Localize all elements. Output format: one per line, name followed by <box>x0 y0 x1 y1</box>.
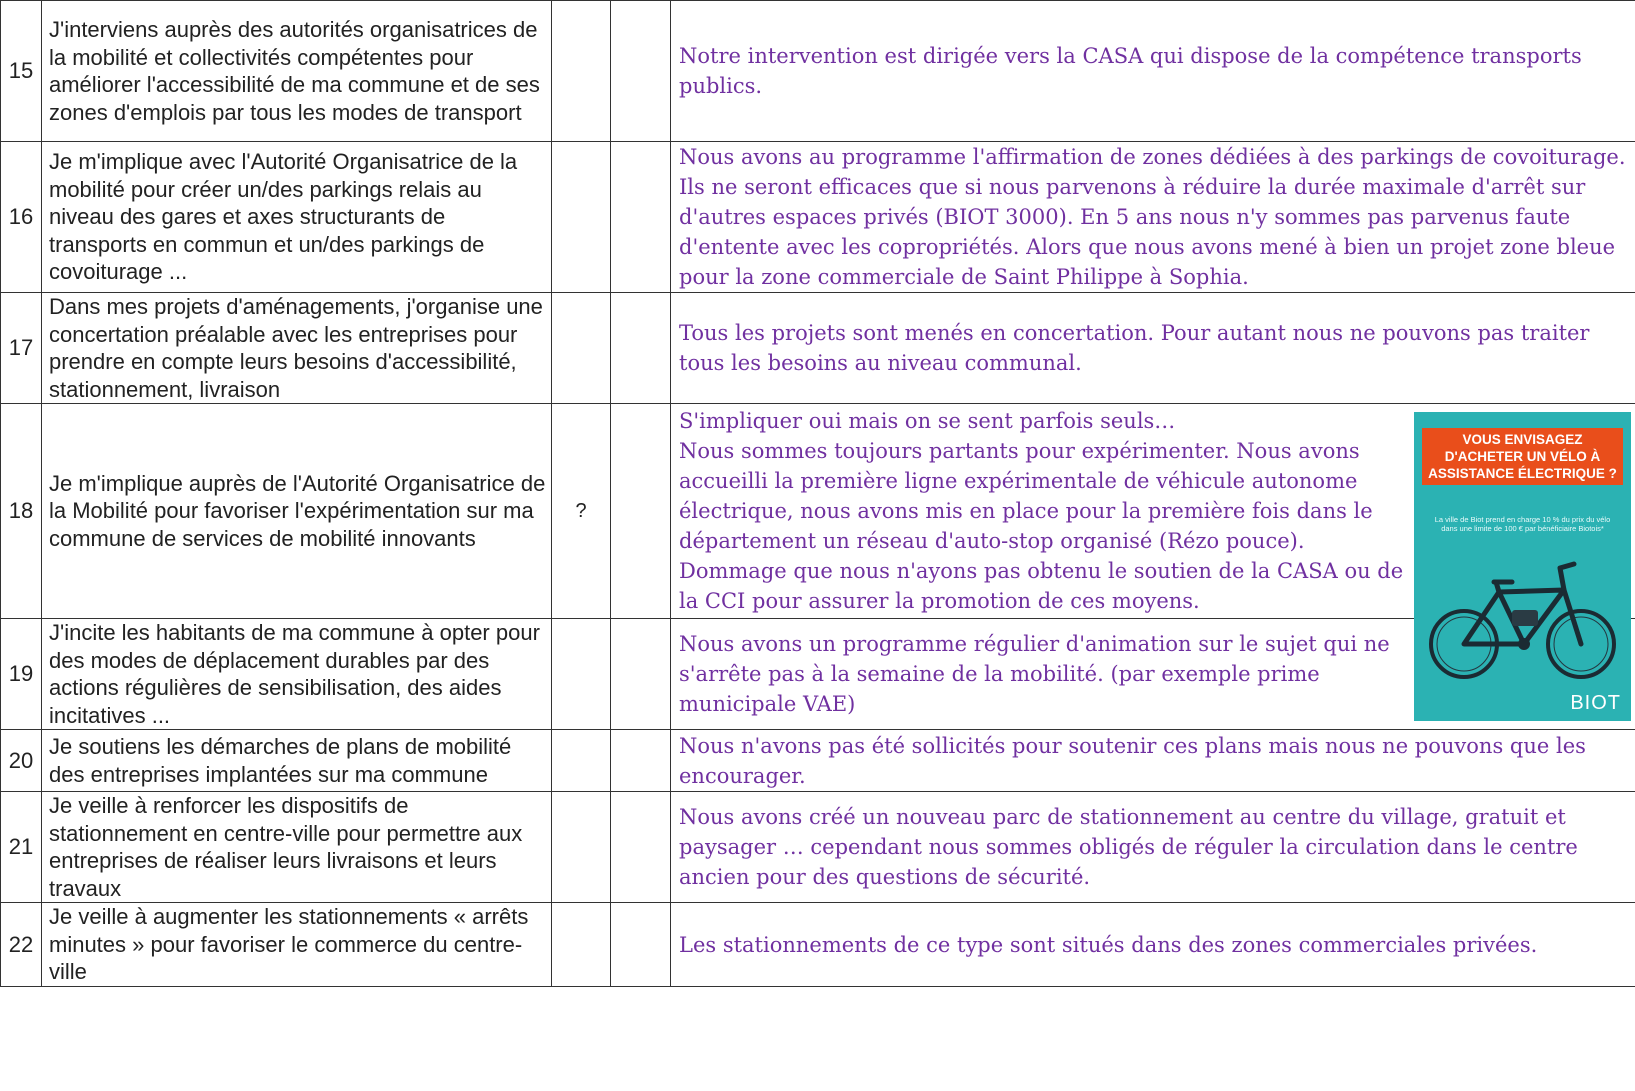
empty-cell <box>611 404 671 619</box>
row-number: 21 <box>1 792 42 903</box>
table-row <box>1 142 1635 293</box>
response-text: Tous les projets sont menés en concertation. Pour autant nous ne pouvons pas traiter tous les besoins au niveau communal. <box>671 293 1635 404</box>
table-row <box>1 619 1635 730</box>
empty-cell <box>611 1 671 142</box>
row-number: 15 <box>1 1 42 142</box>
table-row <box>1 903 1635 987</box>
answer-mark <box>552 1 611 142</box>
response-text: Les stationnements de ce type sont situés dans des zones commerciales privées. <box>671 903 1635 987</box>
row-number: 20 <box>1 730 42 792</box>
commitment-text: Dans mes projets d'aménagements, j'organise une concertation préalable avec les entreprises pour prendre en compte leurs besoins d'accessibilité, stationnement, livraison <box>42 293 552 404</box>
answer-mark <box>552 903 611 987</box>
commitment-text: Je veille à augmenter les stationnements « arrêts minutes » pour favoriser le commerce du centre-ville <box>42 903 552 987</box>
response-text: Nous avons un programme régulier d'animation sur le sujet qui ne s'arrête pas à la semaine de la mobilité. (par exemple prime municipale VAE) <box>671 619 1635 730</box>
electric-bicycle-icon <box>1424 552 1621 692</box>
empty-cell <box>611 903 671 987</box>
row-number: 16 <box>1 142 42 293</box>
response-text: Nous n'avons pas été sollicités pour soutenir ces plans mais nous ne pouvons que les encourager. <box>671 730 1635 792</box>
row-number: 17 <box>1 293 42 404</box>
commitment-text: Je soutiens les démarches de plans de mobilité des entreprises implantées sur ma commune <box>42 730 552 792</box>
answer-mark <box>552 792 611 903</box>
empty-cell <box>611 293 671 404</box>
commitment-text: Je m'implique avec l'Autorité Organisatrice de la mobilité pour créer un/des parkings relais au niveau des gares et axes structurants de transports en commun et un/des parkings de covoiturage ... <box>42 142 552 293</box>
answer-mark <box>552 293 611 404</box>
row-number: 19 <box>1 619 42 730</box>
table-row <box>1 792 1635 903</box>
commitment-text: J'interviens auprès des autorités organisatrices de la mobilité et collectivités compétentes pour améliorer l'accessibilité de ma commune et de ses zones d'emplois par tous les modes de transport <box>42 1 552 142</box>
response-text: Notre intervention est dirigée vers la CASA qui dispose de la compétence transports publics. <box>671 1 1635 142</box>
empty-cell <box>611 792 671 903</box>
table-row <box>1 293 1635 404</box>
commitment-text: Je veille à renforcer les dispositifs de stationnement en centre-ville pour permettre aux entreprises de réaliser leurs livraisons et leurs travaux <box>42 792 552 903</box>
table-row <box>1 404 1635 619</box>
table-row <box>1 730 1635 792</box>
response-text: S'impliquer oui mais on se sent parfois seuls… Nous sommes toujours partants pour expérimenter. Nous avons accueilli la première ligne expérimentale de véhicule autonome électrique, nous avons mis en place pour la première fois dans le département un réseau d'auto-stop organisé (Rézo pouce). Dommage que nous n'ayons pas obtenu le soutien de la CASA ou de la CCI pour assurer la promotion de ces moyens. <box>671 404 1635 619</box>
response-text: Nous avons créé un nouveau parc de stationnement au centre du village, gratuit et paysager … cependant nous sommes obligés de réguler la circulation dans le centre ancien pour des questions de sécurité. <box>671 792 1635 903</box>
row-number: 18 <box>1 404 42 619</box>
ebike-poster <box>1414 412 1631 721</box>
biot-logo: BIOT <box>1570 692 1621 714</box>
empty-cell <box>611 730 671 792</box>
answer-mark <box>552 142 611 293</box>
answer-mark: ? <box>552 404 611 619</box>
poster-subtext: La ville de Biot prend en charge 10 % du prix du vélo dans une limite de 100 € par bénéficiaire Biotois* <box>1434 515 1611 533</box>
response-text: Nous avons au programme l'affirmation de zones dédiées à des parkings de covoiturage. Ils ne seront efficaces que si nous parvenons à réduire la durée maximale d'arrêt sur d'autres espaces privés (BIOT 3000). En 5 ans nous n'y sommes pas parvenus faute d'entente avec les copropriétés. Alors que nous avons mené à bien un projet zone bleue pour la zone commerciale de Saint Philippe à Sophia. <box>671 142 1635 293</box>
answer-mark <box>552 619 611 730</box>
commitment-text: Je m'implique auprès de l'Autorité Organisatrice de la Mobilité pour favoriser l'expérimentation sur ma commune de services de mobilité innovants <box>42 404 552 619</box>
empty-cell <box>611 142 671 293</box>
row-number: 22 <box>1 903 42 987</box>
answer-mark <box>552 730 611 792</box>
empty-cell <box>611 619 671 730</box>
poster-headline: VOUS ENVISAGEZ D'ACHETER UN VÉLO À ASSISTANCE ÉLECTRIQUE ? <box>1422 428 1623 485</box>
table-row <box>1 1 1635 142</box>
commitment-text: J'incite les habitants de ma commune à opter pour des modes de déplacement durables par des actions régulières de sensibilisation, des aides incitatives ... <box>42 619 552 730</box>
